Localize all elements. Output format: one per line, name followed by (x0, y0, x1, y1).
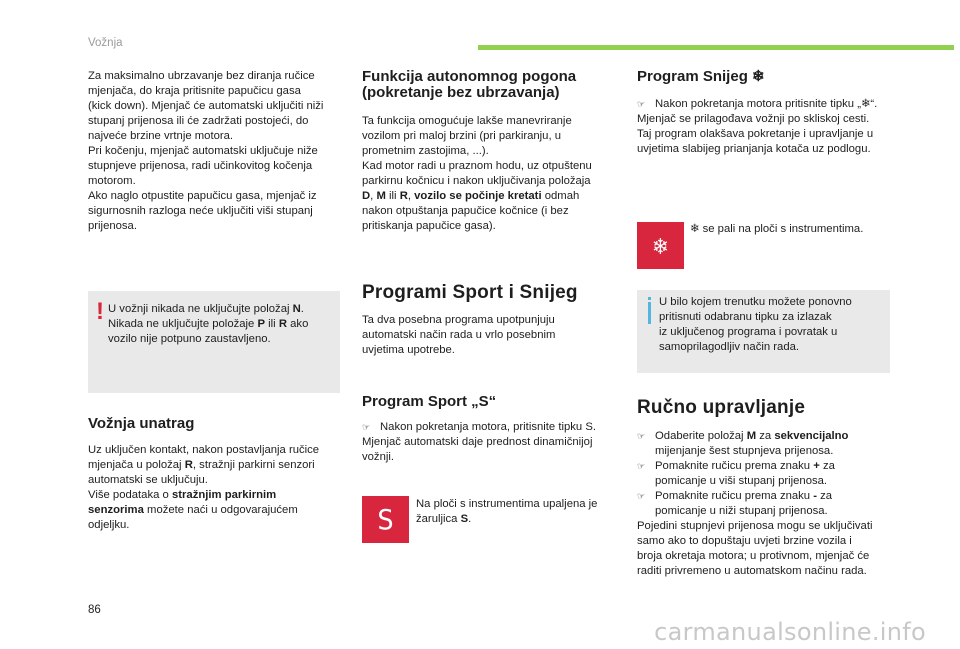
warning-box (88, 291, 340, 393)
finger-pointer-icon: ☞ (637, 431, 646, 441)
reverse-heading: Vožnja unatrag (88, 415, 195, 432)
finger-pointer-icon: ☞ (637, 99, 646, 109)
manual-bullet-2: ☞ Pomaknite ručicu prema znaku + za pomicanje u viši stupanj prijenosa. (637, 460, 835, 487)
info-icon (648, 302, 651, 324)
kickdown-paragraph: Za maksimalno ubrzavanje bez diranja ručice mjenjača, do kraja pritisnite papučicu gasa (kick down). Mjenjač će automatski uključiti niži stupanj prijenosa ili će zadržati postojeći, do najveće brzine vrtnje motora. Pri kočenju, mjenjač automatski uključuje niže stupnjeve prijenosa, radi učinkovitog kočenja motorom. Ako naglo otpustite papučicu gasa, mjenjač iz sigurnosnih razloga neće uključiti viši stupanj prijenosa. (88, 70, 324, 232)
reverse-paragraph: Uz uključen kontakt, nakon postavljanja ručice mjenjača u položaj R, stražnji parkirni senzori automatski se uključuju. Više podataka o stražnjim parkirnim senzorima možete naći u odgovarajućem odjeljku. (88, 444, 320, 531)
warning-exclamation-icon: ! (96, 298, 104, 325)
manual-heading: Ručno upravljanje (637, 397, 806, 418)
finger-pointer-icon: ☞ (637, 461, 646, 471)
info-box (637, 290, 890, 373)
manual-bullet-3: ☞ Pomaknite ručicu prema znaku - za pomicanje u niži stupanj prijenosa. (637, 490, 833, 517)
snow-heading: Program Snijeg ❄ (637, 68, 765, 85)
warning-text: U vožnji nikada ne uključujte položaj N. Nikada ne uključujte položaje P ili R ako vozilo nije potpuno zaustavljeno. (108, 303, 309, 345)
info-icon-dot (648, 297, 651, 300)
watermark: carmanualsonline.info (654, 618, 926, 646)
sport-heading: Program Sport „S“ (362, 393, 497, 410)
sport-indicator-icon: S (362, 496, 409, 543)
sport-paragraph: ☞ Nakon pokretanja motora, pritisnite tipku S. Mjenjač automatski daje prednost dinamičnijoj vožnji. (362, 420, 618, 465)
manual-bullet-1: ☞ Odaberite položaj M za sekvencijalno mijenjanje šest stupnjeva prijenosa. (637, 430, 849, 457)
page-number: 86 (88, 604, 101, 616)
snow-paragraph: ☞ Nakon pokretanja motora pritisnite tipku „❄“. Mjenjač se prilagođava vožnji po skliskoj cesti. Taj program olakšava pokretanje i upravljanje u uvjetima slabijeg prianjanja kotača uz podlogu. (637, 97, 893, 157)
finger-pointer-icon: ☞ (637, 491, 646, 501)
manual-paragraph: ☞ Odaberite položaj M za sekvencijalno mijenjanje šest stupnjeva prijenosa. ☞ Pomaknite ručicu prema znaku + za pomicanje u viši stupanj prijenosa. ☞ Pomaknite ručicu prema znaku - za pomicanje u niži stupanj prijenosa. Pojedini stupnjevi prijenosa mogu se uključivati samo ako to dopuštaju uvjeti brzine vozila i broja okretaja motora; u protivnom, mjenjač će raditi privremeno u automatskom načinu rada. (637, 429, 897, 579)
info-text: U bilo kojem trenutku možete ponovno pritisnuti odabranu tipku za izlazak iz uključenog programa i povratak u samoprilagodljiv način rada. (659, 296, 852, 353)
sport-indicator-text: Na ploči s instrumentima upaljena je žaruljica S. (416, 498, 598, 525)
snow-indicator-text: ❄ se pali na ploči s instrumentima. (690, 223, 864, 235)
running-header: Vožnja (88, 37, 123, 49)
snow-bullet: ☞ Nakon pokretanja motora pritisnite tipku „❄“. (637, 98, 878, 110)
finger-pointer-icon: ☞ (362, 422, 371, 432)
programs-heading: Programi Sport i Snijeg (362, 282, 578, 303)
autonomous-paragraph: Ta funkcija omogućuje lakše manevriranje vozilom pri maloj brzini (pri parkiranju, u prometnim zastojima, ...). Kad motor radi u praznom hodu, uz otpuštenu parkirnu kočnicu i nakon uključivanja položaja D, M ili R, vozilo se počinje kretati odmah nakon otpuštanja papučice kočnice (i bez pritiskanja papučice gasa). (362, 115, 592, 232)
snow-indicator-icon: ❄ (637, 222, 684, 269)
programs-paragraph: Ta dva posebna programa upotpunjuju automatski način rada u vrlo posebnim uvjetima upotrebe. (362, 314, 556, 356)
sport-bullet: ☞ Nakon pokretanja motora, pritisnite tipku S. (362, 421, 597, 433)
header-accent-bar (478, 45, 954, 50)
autonomous-heading: Funkcija autonomnog pogona (pokretanje bez ubrzavanja) (362, 68, 577, 101)
